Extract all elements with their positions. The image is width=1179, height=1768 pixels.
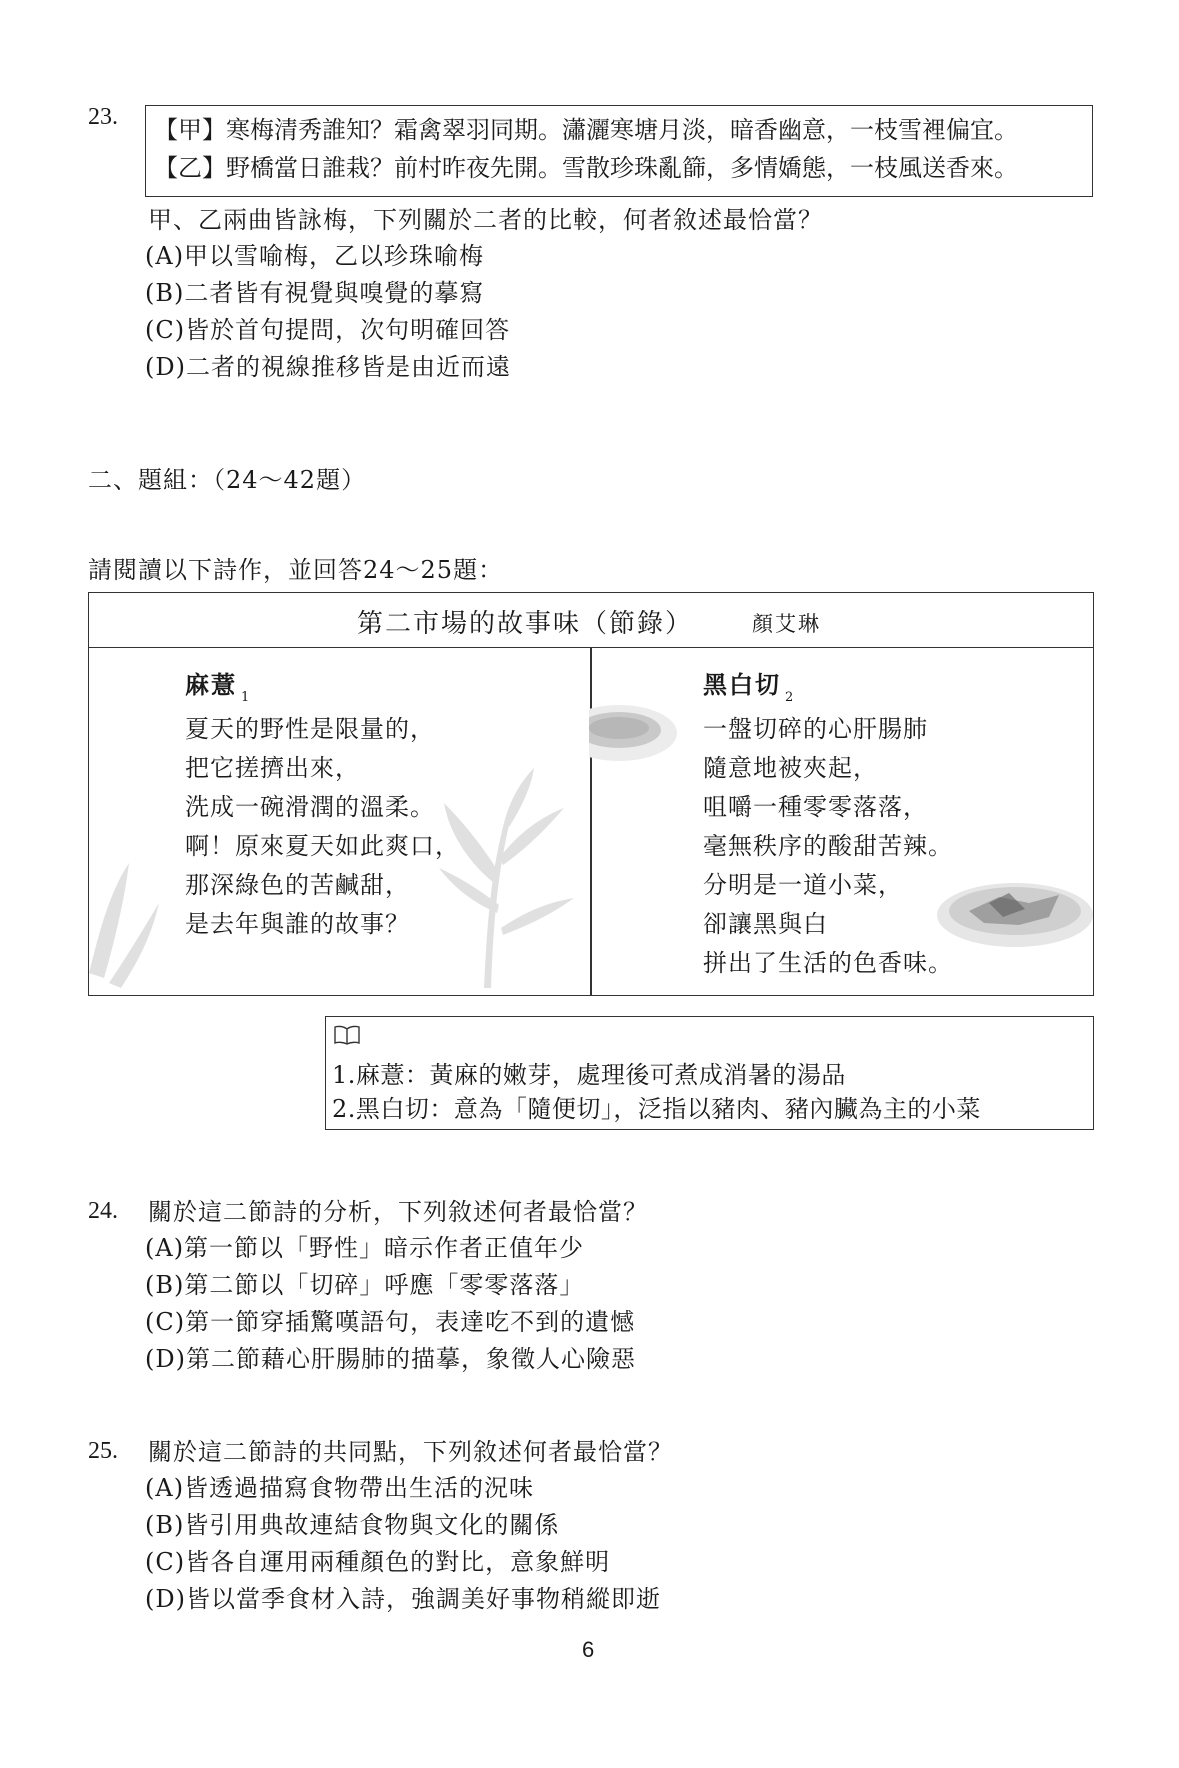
q23-option-a: (A)甲以雪喻梅，乙以珍珠喻梅 [145,242,485,270]
notes-box [325,1016,1094,1130]
poem-right-line-7: 拼出了生活的色香味。 [703,949,953,977]
poem-right-heading [703,665,793,705]
q25-number: 25. [88,1438,118,1464]
q24-option-a: (A)第一節以「野性」暗示作者正值年少 [145,1234,585,1262]
poem-right-line-4: 毫無秩序的酸甜苦辣。 [703,832,953,860]
poem-left-heading [185,665,249,705]
poem-title-row [89,593,1093,648]
q25-option-b: (B)皆引用典故連結食物與文化的關係 [145,1511,560,1539]
q24-number: 24. [88,1198,118,1224]
q24-stem: 關於這二節詩的分析，下列敘述何者最恰當？ [148,1198,648,1226]
q25-option-d: (D)皆以當季食材入詩，強調美好事物稍縱即逝 [145,1585,661,1613]
poem-right-line-2: 隨意地被夾起， [703,754,878,782]
poem-right-note-mark: 2 [785,690,794,705]
q23-option-c: (C)皆於首句提問，次句明確回答 [145,316,511,344]
page-number: 6 [582,1637,595,1662]
poem-right-line-3: 咀嚼一種零零落落， [703,793,928,821]
poem-left-line-3: 洗成一碗滑潤的溫柔。 [185,793,435,821]
book-icon [334,1025,360,1045]
poem-right-line-1: 一盤切碎的心肝腸肺 [703,715,928,743]
q25-option-c: (C)皆各自運用兩種顏色的對比，意象鮮明 [145,1548,611,1576]
poem-author: 顏艾琳 [752,612,821,636]
q23-option-d: (D)二者的視線推移皆是由近而遠 [145,353,511,381]
q25-option-a: (A)皆透過描寫食物帶出生活的況味 [145,1474,535,1502]
q24-option-d: (D)第二節藉心肝腸肺的描摹，象徵人心險惡 [145,1345,636,1373]
poem-left-line-2: 把它搓擠出來， [185,754,360,782]
poem-left-heading-text: 麻薏 [185,670,237,699]
q23-box-line-1: 【甲】寒梅清秀誰知？霜禽翠羽同期。瀟灑寒塘月淡，暗香幽意，一枝雪裡偏宜。 [154,116,1018,144]
poem-left-line-1: 夏天的野性是限量的， [185,715,435,743]
q23-stem: 甲、乙兩曲皆詠梅，下列關於二者的比較，何者敘述最恰當？ [148,206,823,234]
q23-poem-box [145,105,1093,197]
q23-number: 23. [88,104,118,130]
q23-option-b: (B)二者皆有視覺與嗅覺的摹寫 [145,279,485,307]
poem-left-note-mark: 1 [241,690,250,705]
note-line-2: 2.黑白切：意為「隨便切」，泛指以豬肉、豬內臟為主的小菜 [332,1095,981,1123]
q23-box-line-2: 【乙】野橋當日誰栽？前村昨夜先開。雪散珍珠亂篩，多情嬌態，一枝風送香來。 [154,154,1018,182]
poem-left-line-6: 是去年與誰的故事？ [185,910,410,938]
section-heading: 二、題組：（24～42題） [88,466,367,494]
poem-left-line-4: 啊！原來夏天如此爽口， [185,832,460,860]
q25-stem: 關於這二節詩的共同點，下列敘述何者最恰當？ [148,1438,673,1466]
poem-right-line-6: 卻讓黑與白 [703,910,828,938]
poem-title: 第二市場的故事味（節錄） [357,609,694,639]
poem-right-heading-text: 黑白切 [703,670,781,699]
poem-left-line-5: 那深綠色的苦鹹甜， [185,871,410,899]
poem-right-line-5: 分明是一道小菜， [703,871,903,899]
poem-table [88,592,1094,996]
reading-intro: 請閱讀以下詩作，並回答24～25題： [88,556,504,584]
note-line-1: 1.麻薏：黃麻的嫩芽，處理後可煮成消暑的湯品 [332,1061,846,1089]
q24-option-b: (B)第二節以「切碎」呼應「零零落落」 [145,1271,585,1299]
dish-illustration-icon [929,873,1095,953]
q24-option-c: (C)第一節穿插驚嘆語句，表達吃不到的遺憾 [145,1308,636,1336]
